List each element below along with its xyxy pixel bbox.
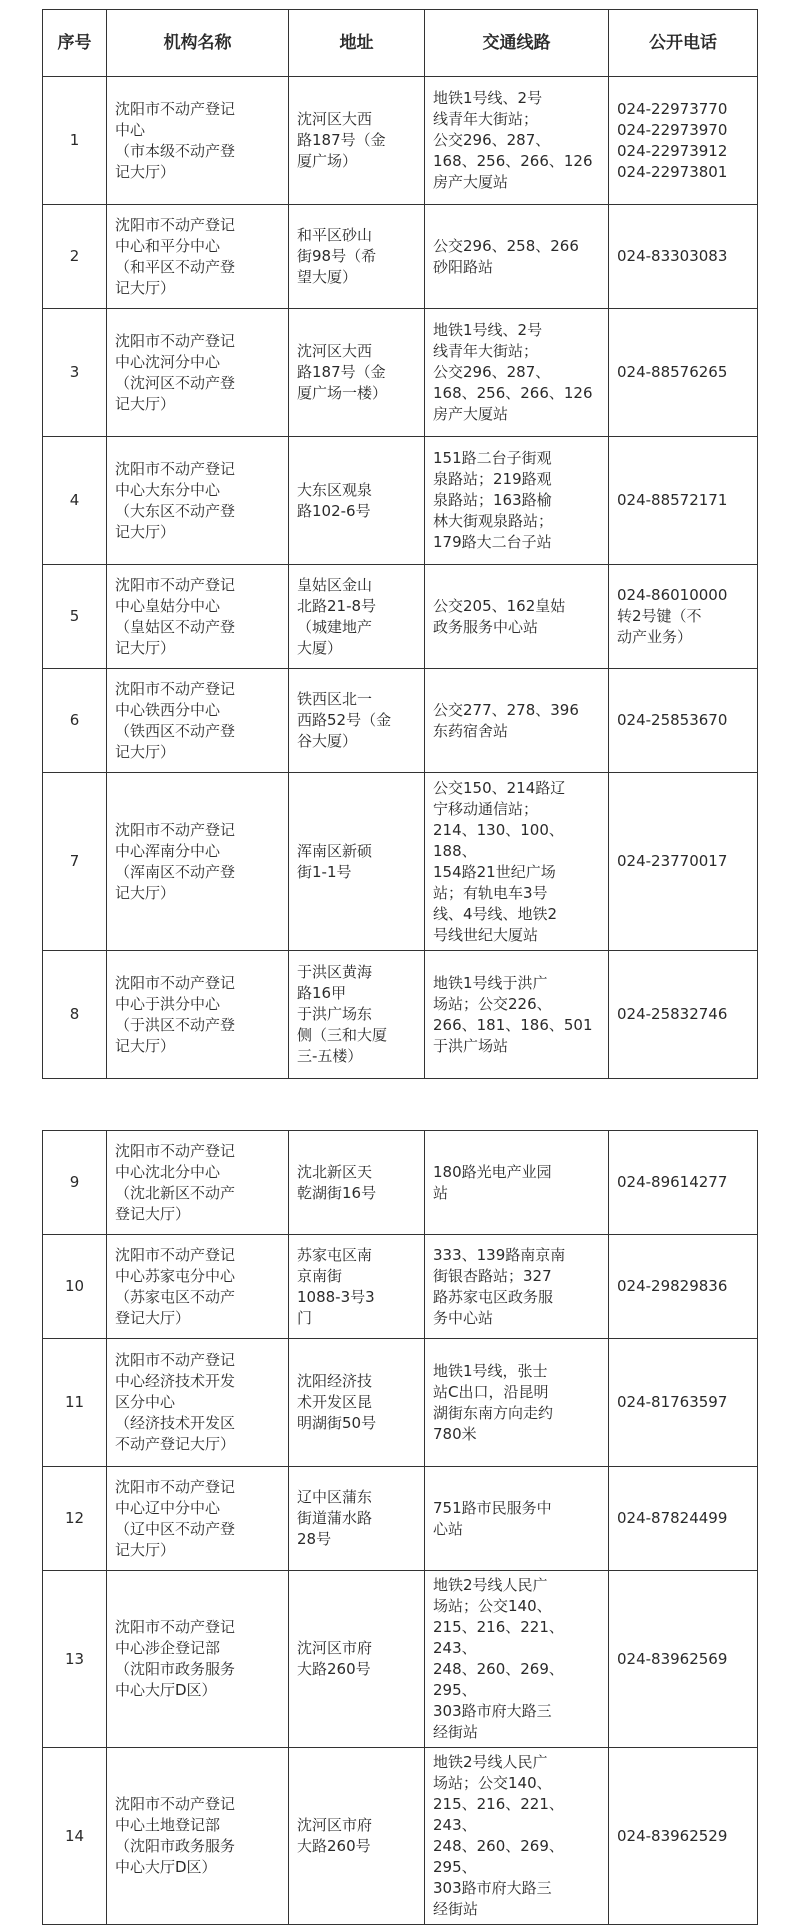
- table-row: [43, 773, 758, 951]
- cell-address: 苏家屯区南 京南街 1088-3号3 门: [289, 1235, 425, 1339]
- cell-phone: 024-83962569: [609, 1571, 758, 1748]
- cell-seq: 1: [43, 77, 107, 205]
- table-row: [43, 565, 758, 669]
- cell-address: 皇姑区金山 北路21-8号 （城建地产 大厦）: [289, 565, 425, 669]
- cell-transport: 地铁2号线人民广 场站；公交140、 215、216、221、243、 248、260、269、295、 303路市府大路三 经街站: [425, 1748, 609, 1925]
- cell-address: 于洪区黄海 路16甲 于洪广场东 侧（三和大厦 三-五楼）: [289, 951, 425, 1079]
- cell-transport: 地铁2号线人民广 场站；公交140、 215、216、221、243、 248、260、269、295、 303路市府大路三 经街站: [425, 1571, 609, 1748]
- cell-transport: 地铁1号线，张士 站C出口，沿昆明 湖街东南方向走约 780米: [425, 1339, 609, 1467]
- cell-phone: 024-25832746: [609, 951, 758, 1079]
- cell-phone: 024-89614277: [609, 1131, 758, 1235]
- cell-address: 沈河区市府 大路260号: [289, 1571, 425, 1748]
- cell-seq: 14: [43, 1748, 107, 1925]
- cell-phone: 024-29829836: [609, 1235, 758, 1339]
- cell-name: 沈阳市不动产登记 中心苏家屯分中心 （苏家屯区不动产 登记大厅）: [107, 1235, 289, 1339]
- cell-phone: 024-88572171: [609, 437, 758, 565]
- registry-table-part-2: [42, 1130, 758, 1925]
- cell-address: 沈河区大西 路187号（金 厦广场一楼）: [289, 309, 425, 437]
- cell-seq: 9: [43, 1131, 107, 1235]
- table-row: [43, 309, 758, 437]
- cell-phone: 024-83303083: [609, 205, 758, 309]
- table-row: [43, 1748, 758, 1925]
- cell-transport: 地铁1号线于洪广 场站；公交226、 266、181、186、501 于洪广场站: [425, 951, 609, 1079]
- cell-seq: 11: [43, 1339, 107, 1467]
- cell-transport: 公交277、278、396 东药宿舍站: [425, 669, 609, 773]
- cell-address: 沈河区大西 路187号（金 厦广场）: [289, 77, 425, 205]
- cell-transport: 公交296、258、266 砂阳路站: [425, 205, 609, 309]
- cell-address: 沈阳经济技 术开发区昆 明湖街50号: [289, 1339, 425, 1467]
- cell-phone: 024-83962529: [609, 1748, 758, 1925]
- table-header-row: [43, 10, 758, 77]
- table-row: [43, 205, 758, 309]
- cell-address: 沈北新区天 乾湖街16号: [289, 1131, 425, 1235]
- table-row: [43, 1339, 758, 1467]
- cell-transport: 333、139路南京南 街银杏路站；327 路苏家屯区政务服 务中心站: [425, 1235, 609, 1339]
- header-seq: 序号: [43, 10, 107, 77]
- cell-name: 沈阳市不动产登记 中心沈北分中心 （沈北新区不动产 登记大厅）: [107, 1131, 289, 1235]
- cell-phone: 024-22973770 024-22973970 024-22973912 024-22973801: [609, 77, 758, 205]
- cell-phone: 024-23770017: [609, 773, 758, 951]
- table-row: [43, 1131, 758, 1235]
- cell-seq: 2: [43, 205, 107, 309]
- table-row: [43, 1467, 758, 1571]
- cell-seq: 7: [43, 773, 107, 951]
- cell-name: 沈阳市不动产登记 中心皇姑分中心 （皇姑区不动产登 记大厅）: [107, 565, 289, 669]
- cell-phone: 024-25853670: [609, 669, 758, 773]
- table-row: [43, 1235, 758, 1339]
- cell-name: 沈阳市不动产登记 中心大东分中心 （大东区不动产登 记大厅）: [107, 437, 289, 565]
- cell-name: 沈阳市不动产登记 中心经济技术开发 区分中心 （经济技术开发区 不动产登记大厅）: [107, 1339, 289, 1467]
- cell-name: 沈阳市不动产登记 中心于洪分中心 （于洪区不动产登 记大厅）: [107, 951, 289, 1079]
- header-transport: 交通线路: [425, 10, 609, 77]
- cell-name: 沈阳市不动产登记 中心沈河分中心 （沈河区不动产登 记大厅）: [107, 309, 289, 437]
- cell-seq: 10: [43, 1235, 107, 1339]
- cell-address: 铁西区北一 西路52号（金 谷大厦）: [289, 669, 425, 773]
- cell-seq: 3: [43, 309, 107, 437]
- cell-phone: 024-87824499: [609, 1467, 758, 1571]
- cell-phone: 024-86010000 转2号键（不 动产业务）: [609, 565, 758, 669]
- table-row: [43, 669, 758, 773]
- cell-transport: 地铁1号线、2号 线青年大街站； 公交296、287、 168、256、266、126 房产大厦站: [425, 77, 609, 205]
- cell-seq: 5: [43, 565, 107, 669]
- cell-address: 和平区砂山 街98号（希 望大厦）: [289, 205, 425, 309]
- cell-seq: 8: [43, 951, 107, 1079]
- cell-name: 沈阳市不动产登记 中心和平分中心 （和平区不动产登 记大厅）: [107, 205, 289, 309]
- cell-address: 沈河区市府 大路260号: [289, 1748, 425, 1925]
- table-row: [43, 1571, 758, 1748]
- cell-name: 沈阳市不动产登记 中心铁西分中心 （铁西区不动产登 记大厅）: [107, 669, 289, 773]
- cell-seq: 6: [43, 669, 107, 773]
- cell-seq: 12: [43, 1467, 107, 1571]
- table-row: [43, 437, 758, 565]
- cell-name: 沈阳市不动产登记 中心涉企登记部 （沈阳市政务服务 中心大厅D区）: [107, 1571, 289, 1748]
- table-row: [43, 951, 758, 1079]
- registry-table-part-1: [42, 9, 758, 1079]
- cell-name: 沈阳市不动产登记 中心辽中分中心 （辽中区不动产登 记大厅）: [107, 1467, 289, 1571]
- cell-phone: 024-81763597: [609, 1339, 758, 1467]
- header-name: 机构名称: [107, 10, 289, 77]
- cell-transport: 151路二台子街观 泉路站；219路观 泉路站；163路榆 林大街观泉路站； 179路大二台子站: [425, 437, 609, 565]
- cell-address: 浑南区新硕 街1-1号: [289, 773, 425, 951]
- cell-name: 沈阳市不动产登记 中心浑南分中心 （浑南区不动产登 记大厅）: [107, 773, 289, 951]
- cell-name: 沈阳市不动产登记 中心 （市本级不动产登 记大厅）: [107, 77, 289, 205]
- header-address: 地址: [289, 10, 425, 77]
- cell-seq: 4: [43, 437, 107, 565]
- cell-address: 大东区观泉 路102-6号: [289, 437, 425, 565]
- header-phone: 公开电话: [609, 10, 758, 77]
- cell-transport: 公交150、214路辽 宁移动通信站； 214、130、100、188、 154路21世纪广场 站；有轨电车3号 线、4号线、地铁2 号线世纪大厦站: [425, 773, 609, 951]
- table-row: [43, 77, 758, 205]
- cell-transport: 公交205、162皇姑 政务服务中心站: [425, 565, 609, 669]
- cell-seq: 13: [43, 1571, 107, 1748]
- cell-phone: 024-88576265: [609, 309, 758, 437]
- cell-address: 辽中区蒲东 街道蒲水路 28号: [289, 1467, 425, 1571]
- cell-transport: 地铁1号线、2号 线青年大街站； 公交296、287、 168、256、266、126 房产大厦站: [425, 309, 609, 437]
- cell-name: 沈阳市不动产登记 中心土地登记部 （沈阳市政务服务 中心大厅D区）: [107, 1748, 289, 1925]
- cell-transport: 180路光电产业园 站: [425, 1131, 609, 1235]
- cell-transport: 751路市民服务中 心站: [425, 1467, 609, 1571]
